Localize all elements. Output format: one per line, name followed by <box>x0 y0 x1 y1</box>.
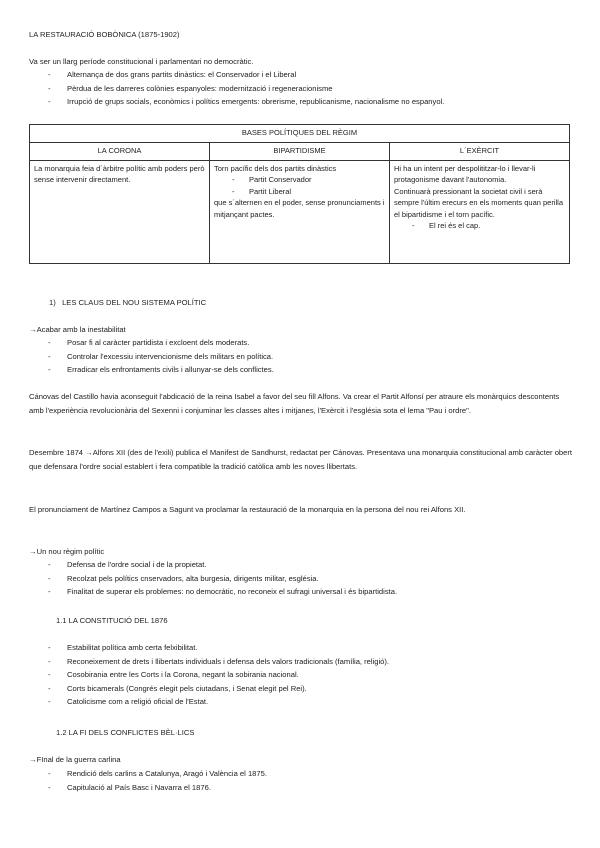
regim-list <box>48 558 397 599</box>
subsection-1-1-heading: 1.1 LA CONSTITUCIÓ DEL 1876 <box>56 616 168 625</box>
list-item: - Finalitat de superar els problemes: no democràtic, no reconeix el sufragi universal i és bipartidista. <box>48 585 397 599</box>
paragraph-pronunciament: El pronunciament de Martínez Campos a Sagunt va proclamar la restauració de la monarquia en la persona del nou rei Alfons XII. <box>29 505 466 514</box>
bipartidisme-intro: Torn pacífic dels dos partits dinàstics <box>214 164 337 173</box>
bases-table <box>29 124 570 264</box>
table-header-corona: LA CORONA <box>30 143 210 161</box>
carlina-list <box>48 767 267 794</box>
table-cell-corona <box>30 161 210 264</box>
list-item: - Recolzat pels polítics cnservadors, alta burgesia, dirigents militar, església. <box>48 572 397 586</box>
list-item: - Capitulació al País Basc i Navarra el 1876. <box>48 781 267 795</box>
paragraph-desembre: Desembre 1874 →Alfons XII (des de l'exili) publica el Manifest de Sandhurst, redactat per Cánovas. Presentava una monarquia constitucional amb caràcter obert que defensara l'ordre social establert i fera compatible la tradició catòlica amb les noves llibertats. <box>29 448 573 471</box>
acabar-heading: →Acabar amb la inestabilitat <box>29 325 126 334</box>
subsection-1-2-heading: 1.2 LA FI DELS CONFLICTES BÈL·LICS <box>56 728 195 737</box>
paragraph-canovas: Cánovas del Castillo havia aconseguit l'abdicació de la reina Isabel a favor del seu fill Alfons. Va crear el Partit Alfonsí per atraure els monàrquics descontents amb l'experiència revolucionària del Sexenni i conjuminar les classes altes i mitjanes, l'Exèrcit i l'església sota el lema "Pau i ordre". <box>29 392 560 415</box>
list-item: - Controlar l'excessiu intervencionisme dels militars en política. <box>48 350 274 364</box>
constitucio-list <box>48 641 389 709</box>
intro-text: Va ser un llarg període constitucional i parlamentari no democràtic. <box>29 57 254 66</box>
corona-text: La monarquia feia d´àrbitre polític amb poders però sense intervenir directament. <box>34 164 205 185</box>
bipartidisme-outro: que s´alternen en el poder, sense pronunciaments i mitjançant pactes. <box>214 198 385 219</box>
section-1-heading: 1) LES CLAUS DEL NOU SISTEMA POLÍTIC <box>49 298 207 307</box>
list-item: - Corts bicamerals (Congrés elegit pels ciutadans, i Senat elegit pel Rei). <box>48 682 389 696</box>
table-title: BASES POLÍTIQUES DEL RÈGIM <box>30 125 570 143</box>
carlina-heading: →FInal de la guerra carlina <box>29 755 121 764</box>
list-item: - Alternança de dos grans partits dinàstics: el Conservador i el Liberal <box>48 68 444 82</box>
list-item: - Partit Liberal <box>214 186 385 197</box>
regim-heading: →Un nou règim polític <box>29 547 105 556</box>
list-item: - El rei és el cap. <box>394 220 565 231</box>
exercit-list <box>394 220 565 231</box>
list-item: - Estabilitat política amb certa felxibilitat. <box>48 641 389 655</box>
exercit-text-1: Hi ha un intent per despolititzar-lo i llevar-li protagonisme davant l'autonomia. <box>394 164 536 185</box>
document-title: LA RESTAURACIÓ BOBÒNICA (1875-1902) <box>29 30 180 39</box>
table-header-bipartidisme: BIPARTIDISME <box>210 143 390 161</box>
intro-list <box>48 68 444 109</box>
list-item: - Pèrdua de les darreres colònies espanyoles: modernització i regeneracionisme <box>48 82 444 96</box>
bipartidisme-list <box>214 174 385 197</box>
list-item: - Cosobirania entre les Corts i la Corona, negant la sobirania nacional. <box>48 668 389 682</box>
list-item: - Reconeixement de drets i llibertats individuals i defensa dels valors tradicionals (família, religió). <box>48 655 389 669</box>
table-header-exercit: L´EXÈRCIT <box>390 143 570 161</box>
list-item: - Posar fi al caràcter partidista i excloent dels moderats. <box>48 336 274 350</box>
acabar-list <box>48 336 274 377</box>
list-item: - Partit Conservador <box>214 174 385 185</box>
table-cell-exercit <box>390 161 570 264</box>
list-item: - Irrupció de grups socials, econòmics i polítics emergents: obrerisme, republicanisme, nacionalisme no espanyol. <box>48 95 444 109</box>
table-cell-bipartidisme <box>210 161 390 264</box>
list-item: - Rendició dels carlins a Catalunya, Aragó i València el 1875. <box>48 767 267 781</box>
exercit-text-2: Continuarà pressionant la societat civil i serà sempre l'últim erecurs en els moments quan perilla el bipartidisme i el torn pacífic. <box>394 186 564 219</box>
list-item: - Erradicar els enfrontaments civils i allunyar-se dels conflictes. <box>48 363 274 377</box>
list-item: - Catolicisme com a religió oficial de l'Estat. <box>48 695 389 709</box>
list-item: - Defensa de l'ordre social i de la propietat. <box>48 558 397 572</box>
